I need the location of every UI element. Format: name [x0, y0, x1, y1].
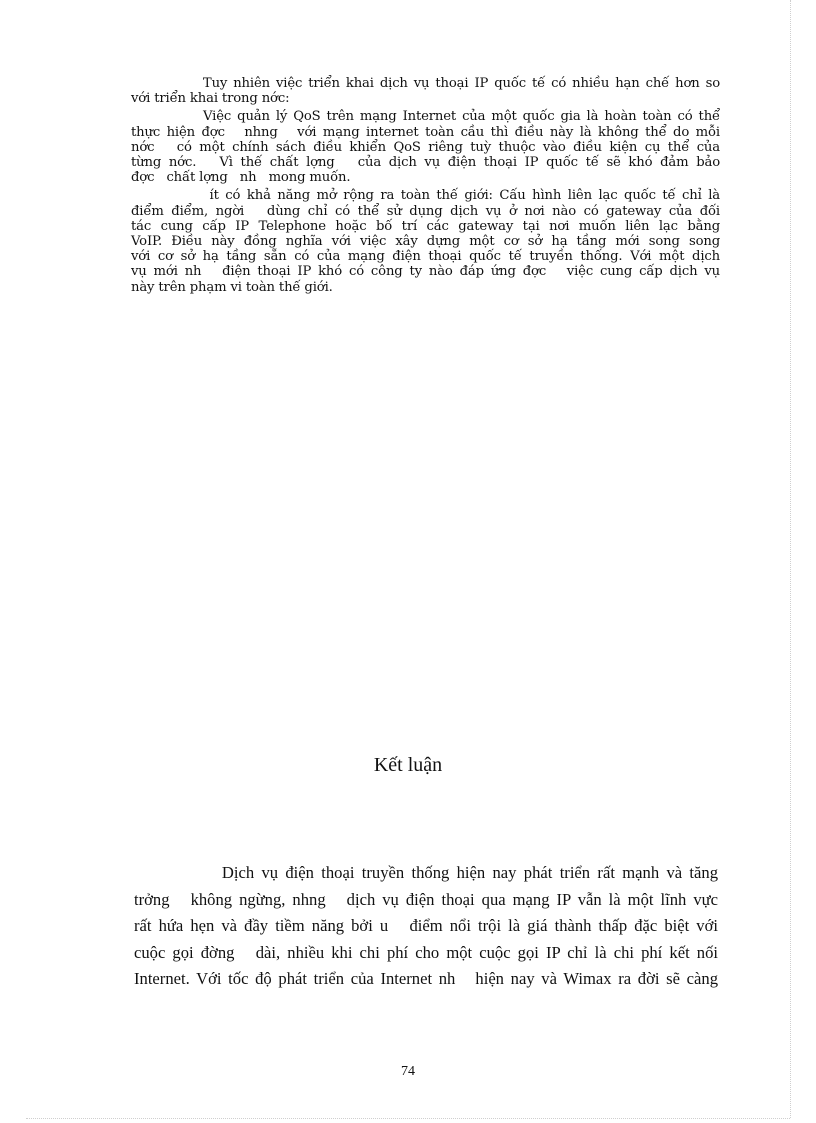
- text-line: tác cung cấp IP Telephone hoặc bố trí các gateway tại nơi muốn liên lạc bằng: [131, 218, 720, 234]
- text-line: điểm điểm, ngời dùng chỉ có thể sử dụng dịch vụ ở nơi nào có gateway của đối: [131, 203, 720, 219]
- page-border-right: [790, 0, 791, 1118]
- text-line: ít có khả năng mở rộng ra toàn thế giới: Cấu hình liên lạc quốc tế chỉ là: [131, 188, 720, 204]
- page-number: 74: [401, 1064, 415, 1079]
- text-line: nớc có một chính sách điều khiển QoS riêng tuỳ thuộc vào điều kiện cụ thể của: [131, 139, 720, 155]
- body-text-top: [131, 76, 720, 295]
- text-line: trởng không ngừng, nhng dịch vụ điện thoại qua mạng IP vẫn là một lĩnh vực: [134, 889, 718, 909]
- section-heading: Kết luận: [373, 754, 443, 776]
- text-line: đợc chất lợng nh mong muốn.: [131, 170, 351, 186]
- paragraph-qos: [131, 109, 720, 185]
- text-line: vụ mới nh điện thoại IP khó có công ty nào đáp ứng đợc việc cung cấp dịch vụ: [131, 264, 720, 280]
- text-line: này trên phạm vi toàn thế giới.: [131, 279, 333, 295]
- text-line: Tuy nhiên việc triển khai dịch vụ thoại IP quốc tế có nhiều hạn chế hơn so: [131, 76, 720, 91]
- text-line: cuộc gọi đờng dài, nhiều khi chi phí cho một cuộc gọi IP chỉ là chi phí kết nối: [134, 942, 718, 962]
- text-line: thực hiện đợc nhng với mạng internet toàn cầu thì điều này là không thể do mỗi: [131, 124, 720, 140]
- text-line: Internet. Với tốc độ phát triển của Internet nh hiện nay và Wimax ra đời sẽ càng: [134, 969, 718, 988]
- text-line: VoIP. Điều này đồng nghĩa với việc xây dựng một cơ sở hạ tầng mới song song: [131, 234, 720, 250]
- text-line: Việc quản lý QoS trên mạng Internet của một quốc gia là hoàn toàn có thể: [131, 109, 720, 125]
- text-line: với cơ sở hạ tầng sẵn có của mạng điện thoại quốc tế truyền thống. Với một dịch: [131, 249, 720, 265]
- paragraph-expansion: [131, 188, 720, 294]
- page-border-bottom: [26, 1118, 790, 1119]
- text-line: Dịch vụ điện thoại truyền thống hiện nay phát triển rất mạnh và tăng: [134, 863, 718, 882]
- conclusion-text: [134, 860, 718, 993]
- text-line: từng nớc. Vì thế chất lợng của dịch vụ điện thoại IP quốc tế sẽ khó đảm bảo: [131, 155, 720, 171]
- text-line: rất hứa hẹn và đầy tiềm năng bởi u điểm nổi trội là giá thành thấp đặc biệt với: [134, 916, 718, 935]
- paragraph-intro: [131, 76, 720, 106]
- text-line: với triển khai trong nớc:: [131, 91, 290, 107]
